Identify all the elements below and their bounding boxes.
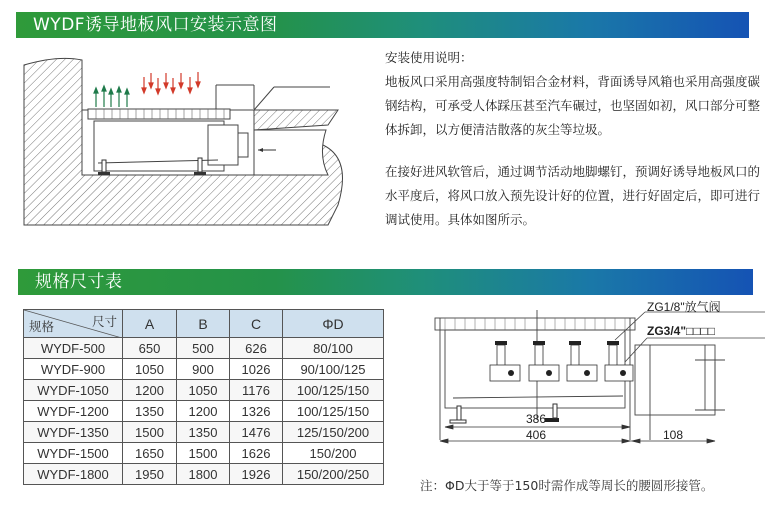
table-row xyxy=(24,401,384,422)
pipe-connection-label: ZG3/4"□□□□ xyxy=(647,324,716,338)
instructions-paragraph-1: 地板风口采用高强度特制铝合金材料，背面诱导风箱也采用高强度碳钢结构，可承受人体踩压甚至汽车碾过，也坚固如初，风口部分可整体拆卸，以方便清洁散落的灰尘等垃圾。 xyxy=(385,74,761,137)
cell-a: 1350 xyxy=(123,401,177,422)
column-header-b: B xyxy=(177,310,230,338)
dimension-108: 108 xyxy=(663,428,684,442)
cell-a: 1650 xyxy=(123,443,177,464)
table-row xyxy=(24,359,384,380)
cell-model: WYDF-1350 xyxy=(24,422,123,443)
section-title-spec-table xyxy=(18,269,753,295)
column-header-a: A xyxy=(123,310,177,338)
cell-model: WYDF-1800 xyxy=(24,464,123,485)
table-row xyxy=(24,422,384,443)
cell-c: 1176 xyxy=(230,380,283,401)
table-row xyxy=(24,380,384,401)
cell-c: 1026 xyxy=(230,359,283,380)
cell-d: 100/125/150 xyxy=(283,401,384,422)
cell-c: 1626 xyxy=(230,443,283,464)
corner-header xyxy=(24,310,123,338)
cell-b: 500 xyxy=(177,338,230,359)
cell-b: 1800 xyxy=(177,464,230,485)
spec-table xyxy=(23,309,384,485)
dimension-406: 406 xyxy=(526,428,547,442)
installation-diagram xyxy=(18,55,358,235)
installation-instructions xyxy=(385,46,760,142)
cell-b: 900 xyxy=(177,359,230,380)
cell-model: WYDF-900 xyxy=(24,359,123,380)
column-header-c: C xyxy=(230,310,283,338)
cell-c: 626 xyxy=(230,338,283,359)
section-title-text: 规格尺寸表 xyxy=(35,272,123,292)
cell-c: 1926 xyxy=(230,464,283,485)
vent-valve-label: ZG1/8"放气阀 xyxy=(647,300,721,314)
cell-b: 1350 xyxy=(177,422,230,443)
cell-a: 650 xyxy=(123,338,177,359)
cell-d: 100/125/150 xyxy=(283,380,384,401)
section-title-installation-diagram xyxy=(16,12,749,38)
dimension-drawing xyxy=(425,300,765,460)
cell-d: 90/100/125 xyxy=(283,359,384,380)
instructions-paragraph-2: 在接好进风软管后，通过调节活动地脚螺钉，预调好诱导地板风口的水平度后，将风口放入预先设计好的位置，进行好固定后，即可进行调试使用。具体如图所示。 xyxy=(385,164,761,227)
cell-model: WYDF-1200 xyxy=(24,401,123,422)
dimension-386: 386 xyxy=(526,412,547,426)
cell-d: 80/100 xyxy=(283,338,384,359)
cell-a: 1050 xyxy=(123,359,177,380)
cell-b: 1200 xyxy=(177,401,230,422)
cell-model: WYDF-500 xyxy=(24,338,123,359)
table-row xyxy=(24,338,384,359)
corner-label-size: 尺寸 xyxy=(91,315,117,329)
cell-d: 150/200 xyxy=(283,443,384,464)
table-header-row xyxy=(24,310,384,338)
cell-a: 1500 xyxy=(123,422,177,443)
cell-b: 1050 xyxy=(177,380,230,401)
cell-a: 1200 xyxy=(123,380,177,401)
cell-c: 1476 xyxy=(230,422,283,443)
cell-model: WYDF-1050 xyxy=(24,380,123,401)
column-header-d: ΦD xyxy=(283,310,384,338)
section-title-text: WYDF诱导地板风口安装示意图 xyxy=(33,15,278,35)
instructions-heading: 安装使用说明： xyxy=(385,50,473,65)
cell-a: 1950 xyxy=(123,464,177,485)
cell-model: WYDF-1500 xyxy=(24,443,123,464)
cell-d: 125/150/200 xyxy=(283,422,384,443)
table-row xyxy=(24,443,384,464)
cell-d: 150/200/250 xyxy=(283,464,384,485)
installation-drawing-icon xyxy=(18,55,358,235)
footnote: 注：ΦD大于等于150时需作成等周长的腰圆形接管。 xyxy=(420,478,714,493)
corner-label-model: 规格 xyxy=(29,320,55,334)
table-row xyxy=(24,464,384,485)
cell-b: 1500 xyxy=(177,443,230,464)
cell-c: 1326 xyxy=(230,401,283,422)
